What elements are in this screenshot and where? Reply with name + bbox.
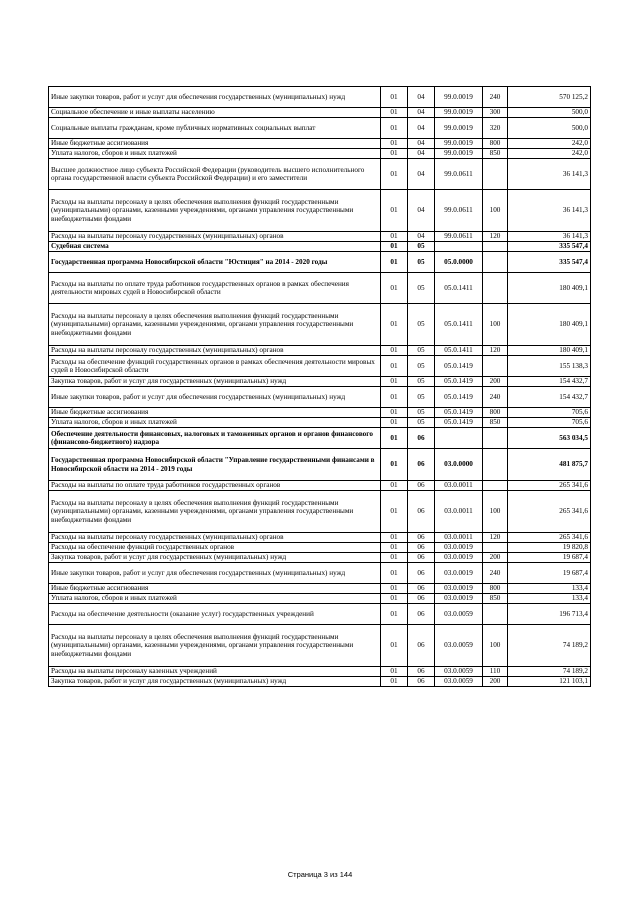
cell-subsection: 05 bbox=[408, 242, 435, 252]
cell-item-name: Государственная программа Новосибирской области "Юстиция" на 2014 - 2020 годы bbox=[49, 252, 381, 273]
cell-amount: 133,4 bbox=[508, 594, 591, 604]
table-row bbox=[49, 408, 591, 418]
cell-subsection: 06 bbox=[408, 491, 435, 533]
table-row bbox=[49, 159, 591, 190]
cell-item-name: Закупка товаров, работ и услуг для государственных (муниципальных) нужд bbox=[49, 553, 381, 563]
cell-target-code bbox=[435, 242, 483, 252]
cell-subsection: 04 bbox=[408, 139, 435, 149]
cell-section: 01 bbox=[381, 159, 408, 190]
cell-subsection: 05 bbox=[408, 273, 435, 304]
cell-amount: 570 125,2 bbox=[508, 87, 591, 108]
cell-subsection: 06 bbox=[408, 604, 435, 625]
cell-section: 01 bbox=[381, 356, 408, 377]
cell-expense-type bbox=[483, 481, 508, 491]
cell-section: 01 bbox=[381, 667, 408, 677]
cell-item-name: Иные бюджетные ассигнования bbox=[49, 139, 381, 149]
cell-expense-type bbox=[483, 242, 508, 252]
cell-section: 01 bbox=[381, 346, 408, 356]
table-row bbox=[49, 346, 591, 356]
cell-amount: 265 341,6 bbox=[508, 491, 591, 533]
cell-target-code: 03.0.0011 bbox=[435, 481, 483, 491]
cell-subsection: 05 bbox=[408, 377, 435, 387]
table-row bbox=[49, 625, 591, 667]
cell-expense-type: 120 bbox=[483, 346, 508, 356]
cell-amount: 500,0 bbox=[508, 108, 591, 118]
cell-item-name: Расходы на выплаты персоналу в целях обеспечения выполнения функций государственными (муниципальными) органами, казенными учреждениями, органами управления государственными внебюджетными фондами bbox=[49, 491, 381, 533]
cell-section: 01 bbox=[381, 533, 408, 543]
cell-subsection: 06 bbox=[408, 481, 435, 491]
cell-section: 01 bbox=[381, 149, 408, 159]
cell-subsection: 04 bbox=[408, 87, 435, 108]
cell-item-name: Социальные выплаты гражданам, кроме публичных нормативных социальных выплат bbox=[49, 118, 381, 139]
table-row bbox=[49, 667, 591, 677]
cell-subsection: 06 bbox=[408, 584, 435, 594]
cell-target-code: 99.0.0019 bbox=[435, 149, 483, 159]
table-row bbox=[49, 87, 591, 108]
cell-section: 01 bbox=[381, 594, 408, 604]
cell-section: 01 bbox=[381, 491, 408, 533]
cell-section: 01 bbox=[381, 481, 408, 491]
cell-target-code: 03.0.0059 bbox=[435, 667, 483, 677]
cell-target-code: 05.0.1419 bbox=[435, 356, 483, 377]
cell-subsection: 05 bbox=[408, 418, 435, 428]
cell-amount: 74 189,2 bbox=[508, 667, 591, 677]
cell-target-code: 05.0.1419 bbox=[435, 418, 483, 428]
cell-target-code: 05.0.1419 bbox=[435, 377, 483, 387]
cell-amount: 36 141,3 bbox=[508, 232, 591, 242]
cell-expense-type: 240 bbox=[483, 563, 508, 584]
cell-item-name: Расходы на выплаты персоналу государственных (муниципальных) органов bbox=[49, 346, 381, 356]
cell-section: 01 bbox=[381, 108, 408, 118]
table-row bbox=[49, 563, 591, 584]
cell-expense-type: 320 bbox=[483, 118, 508, 139]
cell-item-name: Расходы на обеспечение деятельности (оказание услуг) государственных учреждений bbox=[49, 604, 381, 625]
cell-item-name: Расходы на выплаты персоналу в целях обеспечения выполнения функций государственными (муниципальными) органами, казенными учреждениями, органами управления государственными внебюджетными фондами bbox=[49, 625, 381, 667]
cell-expense-type: 100 bbox=[483, 304, 508, 346]
cell-subsection: 06 bbox=[408, 533, 435, 543]
cell-item-name: Закупка товаров, работ и услуг для государственных (муниципальных) нужд bbox=[49, 677, 381, 687]
cell-amount: 180 409,1 bbox=[508, 304, 591, 346]
cell-item-name: Расходы на выплаты по оплате труда работников государственных органов в рамках обеспечения деятельности мировых судей в Новосибирской области bbox=[49, 273, 381, 304]
cell-expense-type bbox=[483, 273, 508, 304]
cell-target-code: 03.0.0059 bbox=[435, 677, 483, 687]
cell-subsection: 04 bbox=[408, 149, 435, 159]
cell-amount: 74 189,2 bbox=[508, 625, 591, 667]
cell-subsection: 05 bbox=[408, 408, 435, 418]
cell-item-name: Иные закупки товаров, работ и услуг для обеспечения государственных (муниципальных) нужд bbox=[49, 387, 381, 408]
cell-amount: 180 409,1 bbox=[508, 273, 591, 304]
cell-section: 01 bbox=[381, 377, 408, 387]
table-row bbox=[49, 304, 591, 346]
cell-item-name: Расходы на выплаты персоналу казенных учреждений bbox=[49, 667, 381, 677]
cell-expense-type: 800 bbox=[483, 139, 508, 149]
cell-section: 01 bbox=[381, 584, 408, 594]
cell-target-code bbox=[435, 428, 483, 449]
table-row bbox=[49, 242, 591, 252]
cell-subsection: 04 bbox=[408, 118, 435, 139]
budget-table bbox=[48, 86, 591, 687]
cell-expense-type: 200 bbox=[483, 553, 508, 563]
cell-subsection: 06 bbox=[408, 553, 435, 563]
table-row bbox=[49, 584, 591, 594]
table-row bbox=[49, 533, 591, 543]
table-row bbox=[49, 387, 591, 408]
cell-expense-type: 850 bbox=[483, 418, 508, 428]
cell-expense-type bbox=[483, 604, 508, 625]
cell-target-code: 03.0.0011 bbox=[435, 533, 483, 543]
table-body bbox=[49, 87, 591, 687]
cell-expense-type: 800 bbox=[483, 584, 508, 594]
table-row bbox=[49, 449, 591, 481]
cell-expense-type bbox=[483, 356, 508, 377]
table-row bbox=[49, 149, 591, 159]
cell-section: 01 bbox=[381, 553, 408, 563]
cell-expense-type bbox=[483, 252, 508, 273]
cell-target-code: 99.0.0611 bbox=[435, 190, 483, 232]
cell-expense-type: 800 bbox=[483, 408, 508, 418]
cell-target-code: 99.0.0611 bbox=[435, 159, 483, 190]
cell-target-code: 03.0.0019 bbox=[435, 584, 483, 594]
cell-amount: 155 138,3 bbox=[508, 356, 591, 377]
cell-subsection: 04 bbox=[408, 159, 435, 190]
cell-target-code: 03.0.0019 bbox=[435, 594, 483, 604]
cell-amount: 265 341,6 bbox=[508, 533, 591, 543]
cell-section: 01 bbox=[381, 408, 408, 418]
cell-subsection: 05 bbox=[408, 387, 435, 408]
table-row bbox=[49, 232, 591, 242]
table-row bbox=[49, 418, 591, 428]
cell-amount: 19 687,4 bbox=[508, 553, 591, 563]
cell-amount: 36 141,3 bbox=[508, 159, 591, 190]
cell-item-name: Иные закупки товаров, работ и услуг для обеспечения государственных (муниципальных) нужд bbox=[49, 87, 381, 108]
table-row bbox=[49, 604, 591, 625]
cell-section: 01 bbox=[381, 563, 408, 584]
table-row bbox=[49, 543, 591, 553]
cell-item-name: Расходы на выплаты персоналу государственных (муниципальных) органов bbox=[49, 533, 381, 543]
cell-subsection: 05 bbox=[408, 356, 435, 377]
cell-amount: 500,0 bbox=[508, 118, 591, 139]
cell-item-name: Обеспечение деятельности финансовых, налоговых и таможенных органов и органов финансового (финансово-бюджетного) надзора bbox=[49, 428, 381, 449]
cell-expense-type bbox=[483, 428, 508, 449]
cell-target-code: 99.0.0611 bbox=[435, 232, 483, 242]
cell-target-code: 99.0.0019 bbox=[435, 118, 483, 139]
cell-expense-type: 100 bbox=[483, 625, 508, 667]
cell-amount: 19 820,8 bbox=[508, 543, 591, 553]
cell-expense-type: 110 bbox=[483, 667, 508, 677]
cell-expense-type: 300 bbox=[483, 108, 508, 118]
cell-target-code: 03.0.0019 bbox=[435, 553, 483, 563]
table-row bbox=[49, 481, 591, 491]
table-row bbox=[49, 118, 591, 139]
cell-item-name: Уплата налогов, сборов и иных платежей bbox=[49, 418, 381, 428]
cell-expense-type bbox=[483, 543, 508, 553]
cell-expense-type: 850 bbox=[483, 594, 508, 604]
cell-section: 01 bbox=[381, 449, 408, 481]
cell-amount: 154 432,7 bbox=[508, 387, 591, 408]
cell-amount: 154 432,7 bbox=[508, 377, 591, 387]
cell-item-name: Расходы на обеспечение функций государственных органов bbox=[49, 543, 381, 553]
cell-amount: 335 547,4 bbox=[508, 252, 591, 273]
cell-expense-type: 240 bbox=[483, 387, 508, 408]
cell-item-name: Расходы на выплаты персоналу в целях обеспечения выполнения функций государственными (муниципальными) органами, казенными учреждениями, органами управления государственными внебюджетными фондами bbox=[49, 190, 381, 232]
table-row bbox=[49, 356, 591, 377]
cell-target-code: 03.0.0019 bbox=[435, 563, 483, 584]
cell-section: 01 bbox=[381, 677, 408, 687]
cell-section: 01 bbox=[381, 252, 408, 273]
cell-expense-type: 120 bbox=[483, 232, 508, 242]
cell-subsection: 06 bbox=[408, 667, 435, 677]
cell-target-code: 03.0.0000 bbox=[435, 449, 483, 481]
cell-amount: 705,6 bbox=[508, 408, 591, 418]
table-row bbox=[49, 273, 591, 304]
cell-amount: 242,0 bbox=[508, 149, 591, 159]
cell-item-name: Иные бюджетные ассигнования bbox=[49, 408, 381, 418]
cell-item-name: Высшее должностное лицо субъекта Российской Федерации (руководитель высшего исполнительного органа государственной власти субъекта Российской Федерации) и его заместители bbox=[49, 159, 381, 190]
table-row bbox=[49, 677, 591, 687]
cell-subsection: 05 bbox=[408, 304, 435, 346]
table-row bbox=[49, 428, 591, 449]
cell-item-name: Расходы на обеспечение функций государственных органов в рамках обеспечения деятельности мировых судей в Новосибирской области bbox=[49, 356, 381, 377]
cell-expense-type: 100 bbox=[483, 190, 508, 232]
cell-target-code: 99.0.0019 bbox=[435, 108, 483, 118]
cell-section: 01 bbox=[381, 387, 408, 408]
cell-amount: 563 034,5 bbox=[508, 428, 591, 449]
cell-amount: 133,4 bbox=[508, 584, 591, 594]
cell-item-name: Социальное обеспечение и иные выплаты населению bbox=[49, 108, 381, 118]
table-row bbox=[49, 190, 591, 232]
cell-amount: 196 713,4 bbox=[508, 604, 591, 625]
cell-amount: 36 141,3 bbox=[508, 190, 591, 232]
cell-subsection: 06 bbox=[408, 625, 435, 667]
cell-section: 01 bbox=[381, 304, 408, 346]
cell-amount: 705,6 bbox=[508, 418, 591, 428]
cell-item-name: Государственная программа Новосибирской области "Управление государственными финансами в Новосибирской области на 2014 - 2019 годы bbox=[49, 449, 381, 481]
cell-section: 01 bbox=[381, 139, 408, 149]
cell-section: 01 bbox=[381, 418, 408, 428]
cell-section: 01 bbox=[381, 190, 408, 232]
cell-target-code: 03.0.0059 bbox=[435, 625, 483, 667]
cell-target-code: 05.0.1411 bbox=[435, 346, 483, 356]
cell-target-code: 05.0.1411 bbox=[435, 273, 483, 304]
cell-amount: 335 547,4 bbox=[508, 242, 591, 252]
cell-target-code: 03.0.0059 bbox=[435, 604, 483, 625]
cell-section: 01 bbox=[381, 242, 408, 252]
cell-expense-type bbox=[483, 449, 508, 481]
cell-target-code: 05.0.1411 bbox=[435, 304, 483, 346]
cell-amount: 481 875,7 bbox=[508, 449, 591, 481]
cell-item-name: Закупка товаров, работ и услуг для государственных (муниципальных) нужд bbox=[49, 377, 381, 387]
cell-subsection: 05 bbox=[408, 346, 435, 356]
cell-subsection: 06 bbox=[408, 449, 435, 481]
table-row bbox=[49, 491, 591, 533]
cell-amount: 265 341,6 bbox=[508, 481, 591, 491]
cell-item-name: Уплата налогов, сборов и иных платежей bbox=[49, 149, 381, 159]
cell-subsection: 04 bbox=[408, 232, 435, 242]
cell-target-code: 05.0.1419 bbox=[435, 408, 483, 418]
cell-item-name: Иные закупки товаров, работ и услуг для обеспечения государственных (муниципальных) нужд bbox=[49, 563, 381, 584]
cell-section: 01 bbox=[381, 273, 408, 304]
cell-subsection: 06 bbox=[408, 563, 435, 584]
cell-item-name: Судебная система bbox=[49, 242, 381, 252]
cell-target-code: 99.0.0019 bbox=[435, 87, 483, 108]
table-row bbox=[49, 553, 591, 563]
cell-expense-type: 850 bbox=[483, 149, 508, 159]
cell-section: 01 bbox=[381, 118, 408, 139]
table-row bbox=[49, 108, 591, 118]
cell-expense-type: 100 bbox=[483, 491, 508, 533]
cell-item-name: Иные бюджетные ассигнования bbox=[49, 584, 381, 594]
cell-expense-type bbox=[483, 159, 508, 190]
cell-section: 01 bbox=[381, 543, 408, 553]
cell-section: 01 bbox=[381, 625, 408, 667]
cell-target-code: 99.0.0019 bbox=[435, 139, 483, 149]
cell-subsection: 05 bbox=[408, 252, 435, 273]
page-number: Страница 3 из 144 bbox=[287, 870, 353, 879]
cell-amount: 121 103,1 bbox=[508, 677, 591, 687]
cell-expense-type: 120 bbox=[483, 533, 508, 543]
cell-item-name: Расходы на выплаты по оплате труда работников государственных органов bbox=[49, 481, 381, 491]
cell-expense-type: 200 bbox=[483, 377, 508, 387]
cell-subsection: 06 bbox=[408, 428, 435, 449]
cell-amount: 180 409,1 bbox=[508, 346, 591, 356]
cell-subsection: 04 bbox=[408, 190, 435, 232]
cell-expense-type: 200 bbox=[483, 677, 508, 687]
cell-subsection: 06 bbox=[408, 677, 435, 687]
cell-target-code: 03.0.0011 bbox=[435, 491, 483, 533]
cell-item-name: Расходы на выплаты персоналу государственных (муниципальных) органов bbox=[49, 232, 381, 242]
table-row bbox=[49, 139, 591, 149]
cell-amount: 19 687,4 bbox=[508, 563, 591, 584]
cell-expense-type: 240 bbox=[483, 87, 508, 108]
table-row bbox=[49, 594, 591, 604]
table-row bbox=[49, 377, 591, 387]
cell-section: 01 bbox=[381, 428, 408, 449]
cell-subsection: 06 bbox=[408, 543, 435, 553]
cell-item-name: Уплата налогов, сборов и иных платежей bbox=[49, 594, 381, 604]
cell-section: 01 bbox=[381, 604, 408, 625]
cell-subsection: 06 bbox=[408, 594, 435, 604]
cell-amount: 242,0 bbox=[508, 139, 591, 149]
cell-target-code: 03.0.0019 bbox=[435, 543, 483, 553]
cell-section: 01 bbox=[381, 232, 408, 242]
cell-target-code: 05.0.1419 bbox=[435, 387, 483, 408]
table-row bbox=[49, 252, 591, 273]
cell-target-code: 05.0.0000 bbox=[435, 252, 483, 273]
cell-item-name: Расходы на выплаты персоналу в целях обеспечения выполнения функций государственными (муниципальными) органами, казенными учреждениями, органами управления государственными внебюджетными фондами bbox=[49, 304, 381, 346]
cell-section: 01 bbox=[381, 87, 408, 108]
cell-subsection: 04 bbox=[408, 108, 435, 118]
